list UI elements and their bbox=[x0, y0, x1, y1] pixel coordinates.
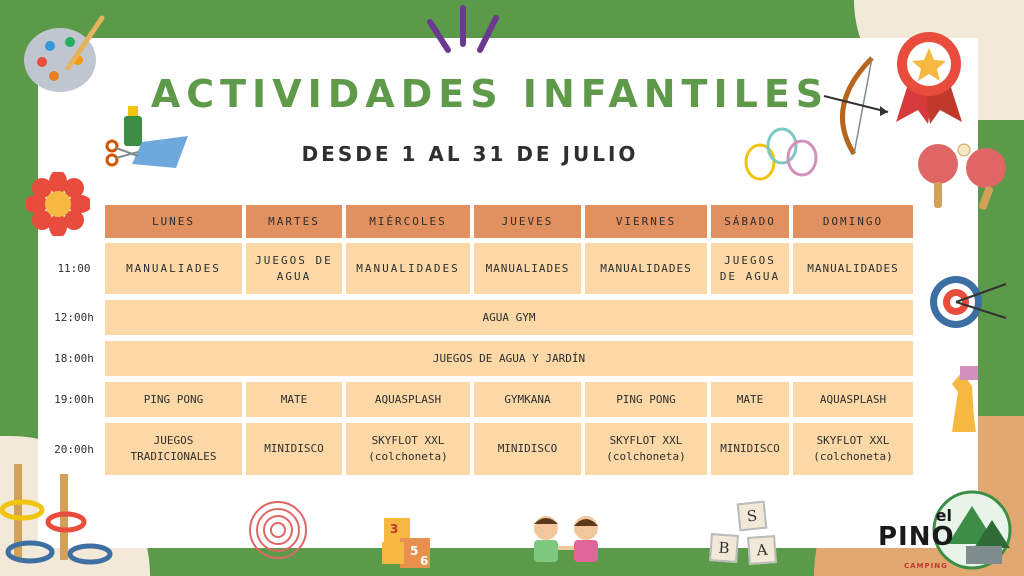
time-label: 11:00 bbox=[57, 262, 91, 275]
activity-cell: SKYFLOT XXL (colchoneta) bbox=[346, 423, 470, 475]
day-header: LUNES bbox=[105, 205, 242, 238]
activity-cell: PING PONG bbox=[105, 382, 242, 417]
time-label: 18:00h bbox=[54, 352, 94, 365]
day-header: MARTES bbox=[246, 205, 342, 238]
activity-span-cell: JUEGOS DE AGUA Y JARDÍN bbox=[105, 341, 913, 376]
activity-cell: MINIDISCO bbox=[246, 423, 342, 475]
activity-cell: AQUASPLASH bbox=[346, 382, 470, 417]
activity-cell: GYMKANA bbox=[474, 382, 581, 417]
activity-cell: AQUASPLASH bbox=[793, 382, 913, 417]
day-header: MIÉRCOLES bbox=[346, 205, 470, 238]
dice-label: 6 bbox=[420, 554, 429, 568]
spiral-icon bbox=[246, 498, 310, 562]
activity-cell: MINIDISCO bbox=[474, 423, 581, 475]
day-header: SÁBADO bbox=[711, 205, 789, 238]
dice-label: 3 bbox=[390, 522, 399, 536]
logo-camping-text: CAMPING bbox=[904, 562, 948, 570]
activity-cell: MANUALIADES bbox=[105, 243, 242, 294]
activity-cell: JUEGOS DE AGUA bbox=[246, 243, 342, 294]
logo-pino-text: PINO bbox=[878, 522, 955, 552]
children-icon bbox=[520, 512, 612, 574]
time-label: 19:00h bbox=[54, 393, 94, 406]
page-subtitle: DESDE 1 AL 31 DE JULIO bbox=[301, 142, 639, 166]
activity-cell: PING PONG bbox=[585, 382, 707, 417]
dice-label: 5 bbox=[410, 544, 419, 558]
flower-icon bbox=[26, 172, 90, 236]
target-icon bbox=[930, 266, 1010, 338]
day-header: JUEVES bbox=[474, 205, 581, 238]
dice-icon bbox=[380, 516, 436, 572]
accent-strokes-icon bbox=[418, 2, 508, 54]
activity-cell: MANUALIDADES bbox=[585, 243, 707, 294]
letter-tile: S bbox=[737, 501, 768, 532]
letter-tiles-icon bbox=[704, 498, 784, 574]
activity-cell: MINIDISCO bbox=[711, 423, 789, 475]
page-title: ACTIVIDADES INFANTILES bbox=[150, 72, 830, 116]
activity-cell: SKYFLOT XXL (colchoneta) bbox=[793, 423, 913, 475]
activity-cell: MATE bbox=[711, 382, 789, 417]
activity-cell: SKYFLOT XXL (colchoneta) bbox=[585, 423, 707, 475]
letter-tile: A bbox=[747, 535, 777, 565]
activity-cell: MANUALIDADES bbox=[793, 243, 913, 294]
activity-cell: MATE bbox=[246, 382, 342, 417]
activity-cell: MANUALIDADES bbox=[346, 243, 470, 294]
chess-knight-icon bbox=[944, 362, 984, 438]
day-header: DOMINGO bbox=[793, 205, 913, 238]
time-label: 12:00h bbox=[54, 311, 94, 324]
logo-el-text: el bbox=[935, 506, 952, 525]
letter-tile: B bbox=[709, 533, 739, 563]
ring-toss-icon bbox=[0, 460, 120, 576]
activity-cell: MANUALIADES bbox=[474, 243, 581, 294]
time-label: 20:00h bbox=[54, 442, 94, 456]
activity-span-cell: AGUA GYM bbox=[105, 300, 913, 335]
activity-cell: JUEGOS TRADICIONALES bbox=[105, 423, 242, 475]
day-header: VIERNES bbox=[585, 205, 707, 238]
activity-cell: JUEGOS DE AGUA bbox=[711, 243, 789, 294]
